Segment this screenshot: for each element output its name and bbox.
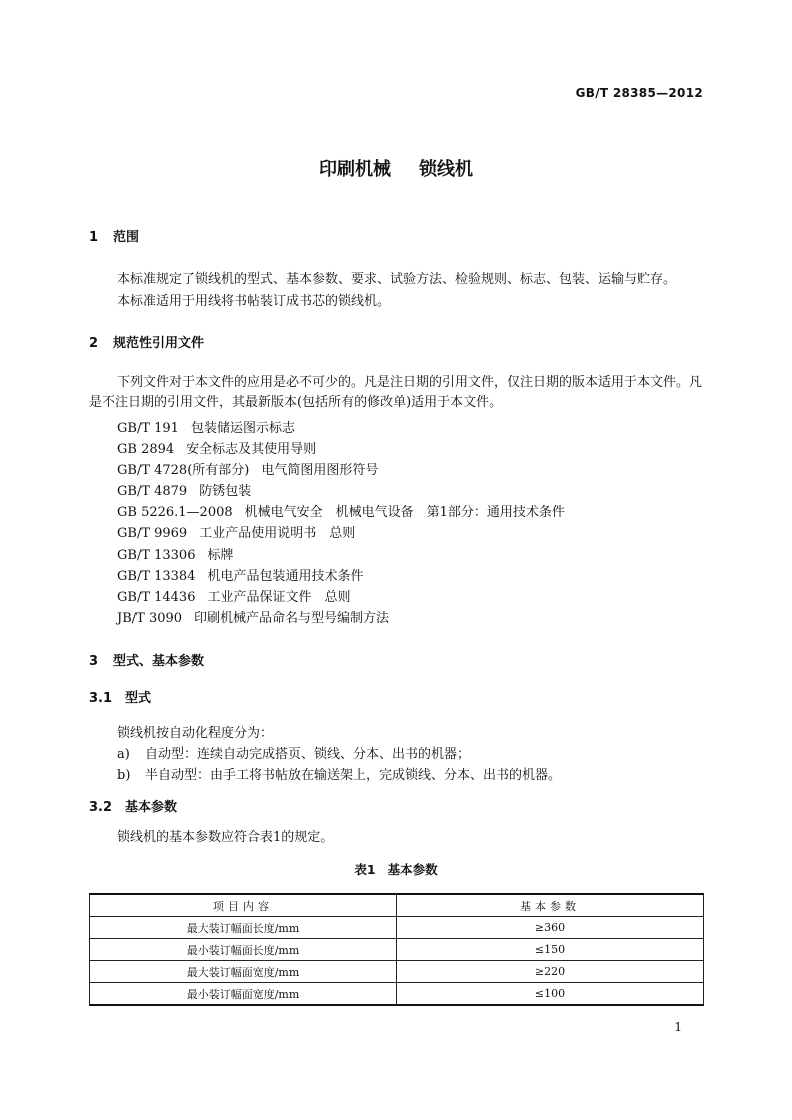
reference-title: 工业产品使用说明书 总则 xyxy=(199,526,356,541)
section-number: 3 xyxy=(89,654,99,669)
table-cell: 最小装订幅面长度/mm xyxy=(90,939,397,961)
section-title: 规范性引用文件 xyxy=(113,336,205,351)
section-3-heading xyxy=(89,650,204,669)
table-row xyxy=(90,961,704,983)
table-header-cell: 基本参数 xyxy=(397,894,704,917)
reference-title: 电气简图用图形符号 xyxy=(261,463,379,478)
reference-item xyxy=(117,459,378,478)
table-cell: ≥360 xyxy=(397,917,704,939)
reference-code: GB/T 4879 xyxy=(117,484,188,499)
reference-code: GB/T 13306 xyxy=(117,548,196,563)
reference-code: GB/T 14436 xyxy=(117,590,196,605)
reference-code: GB/T 4728(所有部分) xyxy=(117,463,250,478)
list-item xyxy=(117,764,561,783)
section-1-paragraph-1: 本标准规定了锁线机的型式、基本参数、要求、试验方法、检验规则、标志、包装、运输与贮存。 xyxy=(117,272,677,287)
section-number: 3.1 xyxy=(89,691,113,706)
reference-title: 安全标志及其使用导则 xyxy=(186,442,317,457)
table-cell: 最小装订幅面宽度/mm xyxy=(90,983,397,1006)
section-number: 1 xyxy=(89,230,99,245)
list-text: 自动型：连续自动完成搭页、锁线、分本、出书的机器； xyxy=(145,747,471,762)
reference-item xyxy=(117,522,355,541)
table-header-cell: 项目内容 xyxy=(90,894,397,917)
section-3-2-heading xyxy=(89,796,177,815)
reference-code: GB/T 191 xyxy=(117,421,179,436)
title-part-2: 锁线机 xyxy=(419,159,473,180)
reference-code: GB/T 9969 xyxy=(117,526,188,541)
section-1-heading xyxy=(89,226,139,245)
standard-number: GB/T 28385—2012 xyxy=(575,86,703,100)
list-marker: a) xyxy=(117,747,130,762)
section-3-1-intro: 锁线机按自动化程度分为： xyxy=(117,726,274,741)
list-marker: b) xyxy=(117,768,131,783)
reference-item xyxy=(117,544,234,563)
reference-title: 工业产品保证文件 总则 xyxy=(207,590,351,605)
table-cell: ≤100 xyxy=(397,983,704,1006)
section-number: 3.2 xyxy=(89,800,113,815)
reference-item xyxy=(117,607,389,626)
section-1-paragraph-2: 本标准适用于用线将书帖装订成书芯的锁线机。 xyxy=(117,294,391,309)
reference-title: 标牌 xyxy=(207,548,234,563)
reference-code: GB/T 13384 xyxy=(117,569,196,584)
section-title: 范围 xyxy=(113,230,140,245)
reference-title: 包装储运图示标志 xyxy=(190,421,295,436)
table-caption-title: 基本参数 xyxy=(387,862,438,877)
list-item xyxy=(117,743,470,762)
parameters-table xyxy=(89,893,704,1006)
reference-code: GB 5226.1—2008 xyxy=(117,505,233,520)
reference-item xyxy=(117,480,251,499)
reference-title: 机械电气安全 机械电气设备 第1部分：通用技术条件 xyxy=(244,505,565,520)
title-part-1: 印刷机械 xyxy=(319,159,391,180)
page-number: 1 xyxy=(674,1020,682,1034)
reference-item xyxy=(117,417,295,436)
table-row xyxy=(90,917,704,939)
table-cell: ≤150 xyxy=(397,939,704,961)
reference-code: GB 2894 xyxy=(117,442,175,457)
reference-title: 印刷机械产品命名与型号编制方法 xyxy=(194,611,390,626)
list-text: 半自动型：由手工将书帖放在输送架上，完成锁线、分本、出书的机器。 xyxy=(145,768,562,783)
table-cell: 最大装订幅面宽度/mm xyxy=(90,961,397,983)
reference-code: JB/T 3090 xyxy=(117,611,183,626)
table-cell: 最大装订幅面长度/mm xyxy=(90,917,397,939)
reference-item xyxy=(117,565,364,584)
section-3-2-paragraph: 锁线机的基本参数应符合表1的规定。 xyxy=(117,830,334,845)
reference-item xyxy=(117,438,316,457)
table-cell: ≥220 xyxy=(397,961,704,983)
table-header-row xyxy=(90,894,704,917)
reference-title: 机电产品包装通用技术条件 xyxy=(207,569,364,584)
table-caption-label: 表1 xyxy=(354,862,376,877)
table-caption xyxy=(0,860,792,878)
section-title: 型式 xyxy=(125,691,152,706)
reference-item xyxy=(117,586,351,605)
section-2-intro: 下列文件对于本文件的应用是必不可少的。凡是注日期的引用文件，仅注日期的版本适用于本文件。凡是不注日期的引用文件，其最新版本(包括所有的修改单)适用于本文件。 xyxy=(89,375,703,410)
reference-item xyxy=(117,501,565,520)
section-3-1-heading xyxy=(89,687,151,706)
section-title: 基本参数 xyxy=(125,800,178,815)
section-number: 2 xyxy=(89,336,99,351)
table-row xyxy=(90,939,704,961)
document-title xyxy=(0,155,792,181)
section-title: 型式、基本参数 xyxy=(113,654,205,669)
reference-title: 防锈包装 xyxy=(199,484,252,499)
section-2-heading xyxy=(89,332,204,351)
table-row xyxy=(90,983,704,1006)
